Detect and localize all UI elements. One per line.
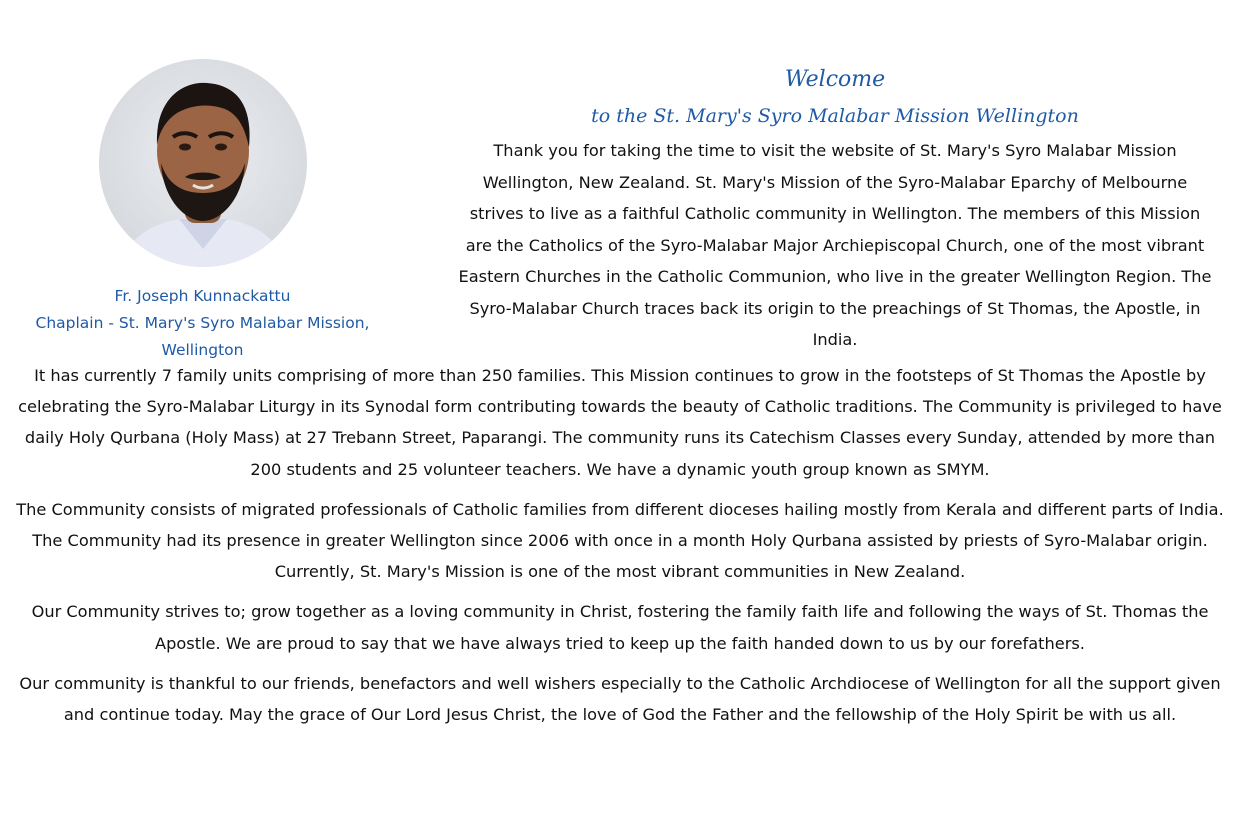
paragraph-community-strives: Our Community strives to; grow together as a loving community in Christ, fostering the family faith life and following the ways of St. Thomas the Apostle. We are proud to say that we have always tried to keep up the faith handed down to us by our forefathers. [31, 602, 1209, 653]
chaplain-role: Chaplain - St. Mary's Syro Malabar Mission, Wellington [35, 314, 370, 359]
mission-description [8, 360, 1232, 739]
intro-paragraph: Thank you for taking the time to visit the website of St. Mary's Syro Malabar Mission Wellington, New Zealand. St. Mary's Mission of the Syro-Malabar Eparchy of Melbourne strives to live as a faithful Catholic community in Wellington. The members of this Mission are the Catholics of the Syro-Malabar Major Archiepiscopal Church, one of the most vibrant Eastern Churches in the Catholic Communion, who live in the greater Wellington Region. The Syro-Malabar Church traces back its origin to the preachings of St Thomas, the Apostle, in India. [458, 141, 1212, 349]
intro-section [0, 55, 1240, 365]
paragraph-community-origin: The Community consists of migrated professionals of Catholic families from different dioceses hailing mostly from Kerala and different parts of India. The Community had its presence in greater Wellington since 2006 with once in a month Holy Qurbana assisted by priests of Syro-Malabar origin. Currently, St. Mary's Mission is one of the most vibrant communities in New Zealand. [16, 499, 1224, 582]
chaplain-profile [0, 55, 405, 364]
chaplain-photo [99, 59, 307, 267]
welcome-title: Welcome [784, 67, 886, 92]
person-portrait-icon [99, 59, 307, 267]
welcome-block [445, 55, 1225, 356]
paragraph-thanks: Our community is thankful to our friends, benefactors and well wishers especially to the Catholic Archdiocese of Wellington for all the support given and continue today. May the grace of Our Lord Jesus Christ, the love of God the Father and the fellowship of the Holy Spirit be with us all. [19, 673, 1221, 725]
paragraph-family-units: It has currently 7 family units comprising of more than 250 families. This Mission continues to grow in the footsteps of St Thomas the Apostle by celebrating the Syro-Malabar Liturgy in its Synodal form contributing towards the beauty of Catholic traditions. The Community is privileged to have daily Holy Qurbana (Holy Mass) at 27 Trebann Street, Paparangi. The community runs its Catechism Classes every Sunday, attended by more than 200 students and 25 volunteer teachers. We have a dynamic youth group known as SMYM. [18, 366, 1222, 479]
chaplain-name: Fr. Joseph Kunnackattu [114, 287, 291, 305]
welcome-subtitle: to the St. Mary's Syro Malabar Mission Wellington [591, 105, 1079, 127]
